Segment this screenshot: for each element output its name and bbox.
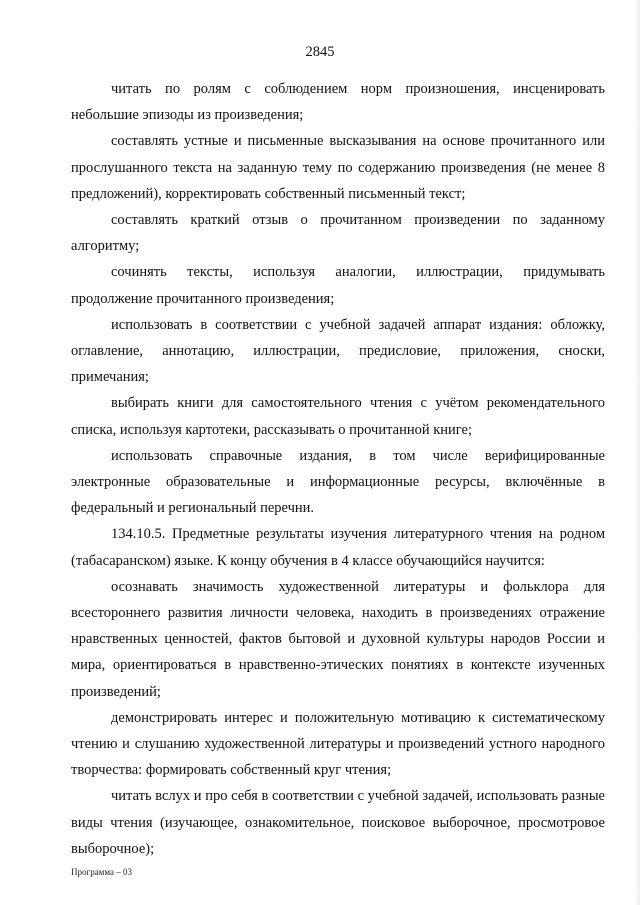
- page-number: 2845: [305, 44, 335, 60]
- paragraph: выбирать книги для самостоятельного чтения с учётом рекомендательного списка, используя картотеки, рассказывать о прочитанной книге;: [71, 395, 605, 438]
- paragraph: использовать в соответствии с учебной задачей аппарат издания: обложку, оглавление, аннотацию, иллюстрации, предисловие, приложения, сноски, примечания;: [71, 316, 605, 386]
- footer-label: Программа – 03: [71, 867, 133, 877]
- paragraph: читать вслух и про себя в соответствии с учебной задачей, использовать разные виды чтения (изучающее, ознакомительное, поисковое выборочное, просмотровое выборочное);: [71, 788, 605, 857]
- paragraph: осознавать значимость художественной литературы и фольклора для всестороннего развития личности человека, находить в произведениях отражение нравственных ценностей, фактов бытовой и духовной культуры народов России и мира, ориентироваться в нравственно-этических понятиях в контексте изученных произведений;: [71, 578, 605, 700]
- paragraph: составлять устные и письменные высказывания на основе прочитанного или прослушанного текста на заданную тему по содержанию произведения (не менее 8 предложений), корректировать собственный письменный текст;: [71, 133, 605, 202]
- body-text: [71, 76, 605, 862]
- scan-edge-shadow: [634, 0, 640, 905]
- section-heading-paragraph: 134.10.5. Предметные результаты изучения литературного чтения на родном (табасаранском) языке. К концу обучения в 4 классе обучающийся научится:: [71, 526, 605, 569]
- paragraph: читать по ролям с соблюдением норм произношения, инсценировать небольшие эпизоды из произведения;: [71, 81, 605, 124]
- paragraph: использовать справочные издания, в том числе верифицированные электронные образовательные и информационные ресурсы, включённые в федеральный и региональный перечни.: [71, 447, 605, 517]
- paragraph: сочинять тексты, используя аналогии, иллюстрации, придумывать продолжение прочитанного произведения;: [71, 264, 605, 307]
- paragraph: демонстрировать интерес и положительную мотивацию к систематическому чтению и слушанию художественной литературы и произведений устного народного творчества: формировать собственный круг чтения;: [71, 709, 605, 779]
- paragraph: составлять краткий отзыв о прочитанном произведении по заданному алгоритму;: [71, 212, 605, 255]
